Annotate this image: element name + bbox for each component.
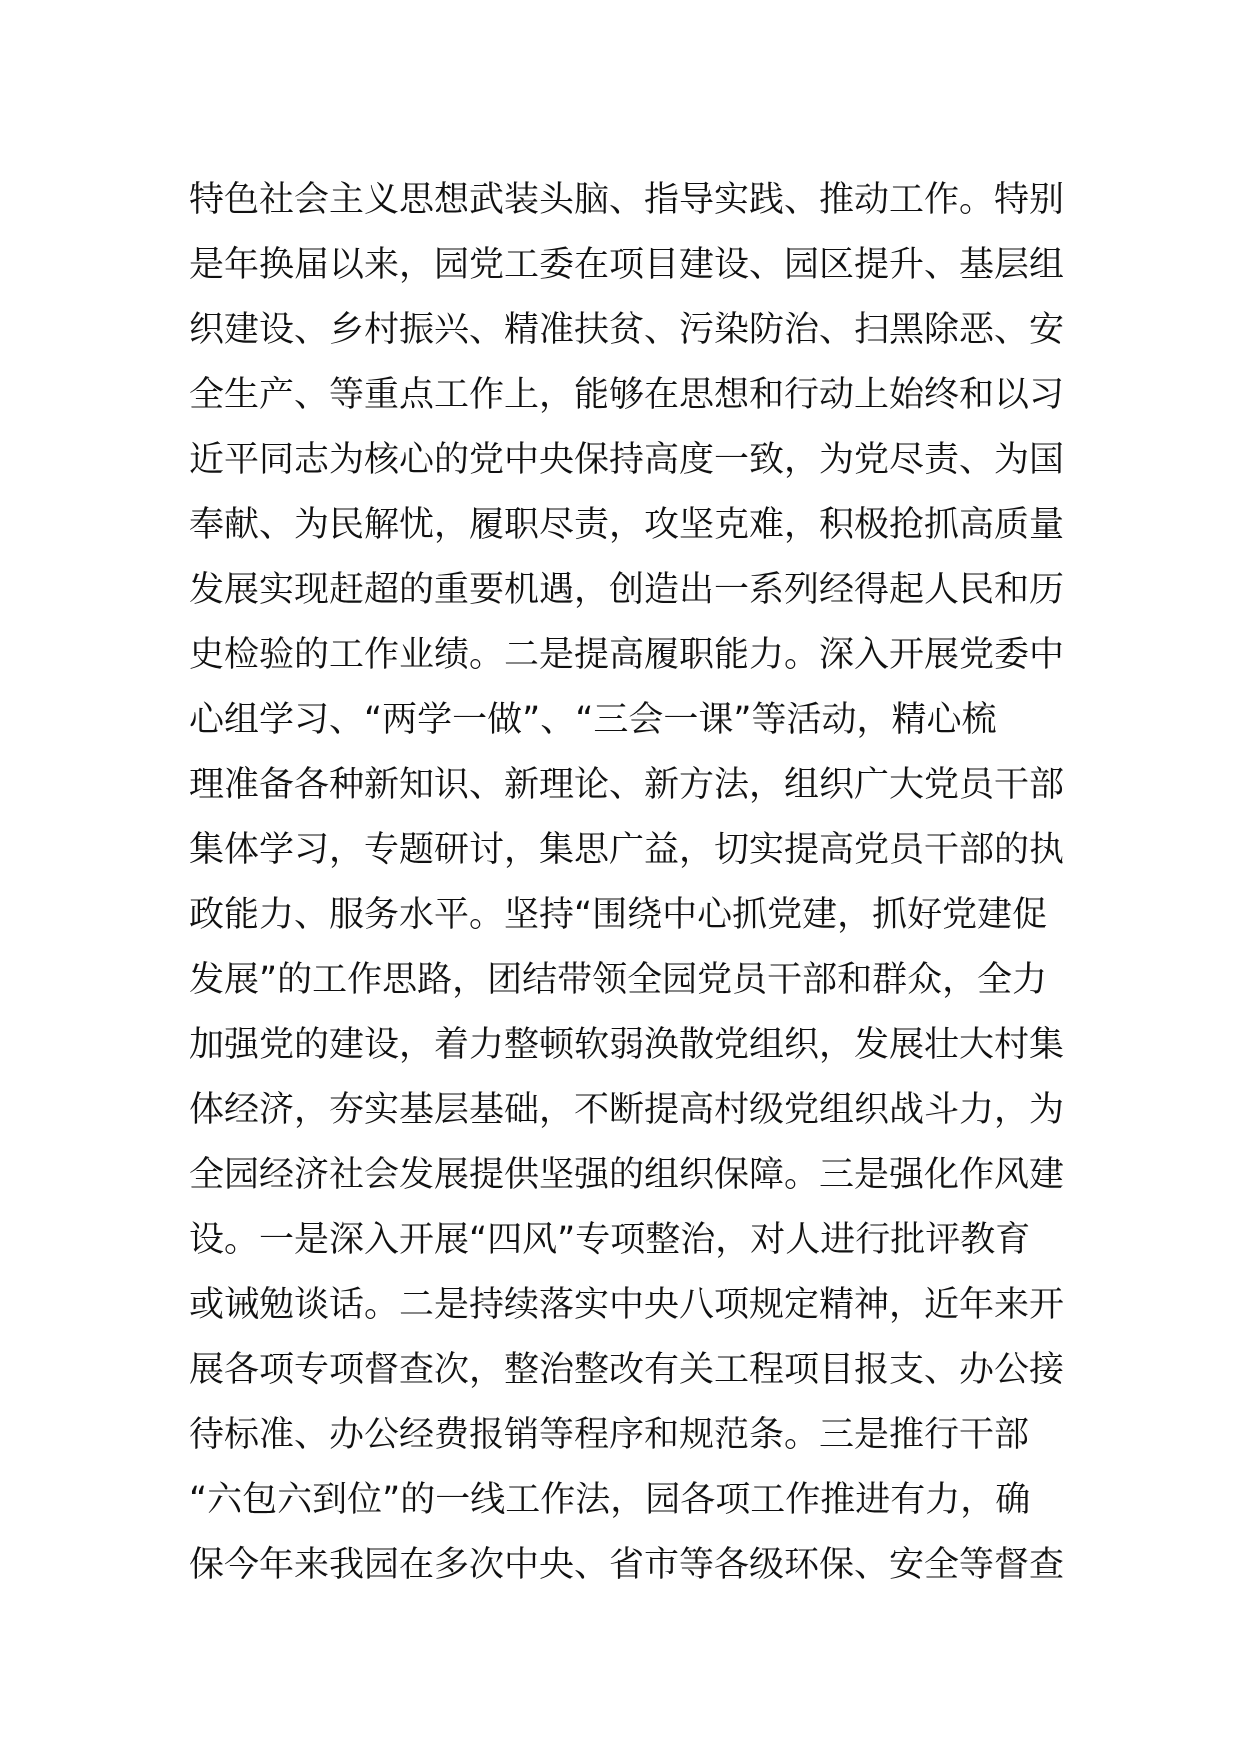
text-line: 奉献、为民解忧，履职尽责，攻坚克难，积极抢抓高质量 [189,505,1065,545]
text-line: 心组学习、“两学一做”、“三会一课”等活动，精心梳 [189,700,997,740]
text-line: 政能力、服务水平。坚持“围绕中心抓党建，抓好党建促 [189,895,1048,935]
text-line: 加强党的建设，着力整顿软弱涣散党组织，发展壮大村集 [189,1025,1065,1065]
text-line: 设。一是深入开展“四风”专项整治，对人进行批评教育 [189,1220,1031,1260]
text-line: 理准备各种新知识、新理论、新方法，组织广大党员干部 [189,765,1065,805]
text-line: 发展”的工作思路，团结带领全园党员干部和群众，全力 [189,960,1048,1000]
text-line: 全生产、等重点工作上，能够在思想和行动上始终和以习 [189,375,1065,415]
text-line: 待标准、办公经费报销等程序和规范条。三是推行干部 [189,1415,1030,1455]
text-line: 或诫勉谈话。二是持续落实中央八项规定精神，近年来开 [189,1285,1065,1325]
text-line: 发展实现赶超的重要机遇，创造出一系列经得起人民和历 [189,570,1065,610]
text-line: 展各项专项督查次，整治整改有关工程项目报支、办公接 [189,1350,1065,1390]
text-line: 体经济，夯实基层基础，不断提高村级党组织战斗力，为 [189,1090,1065,1130]
text-line: “六包六到位”的一线工作法，园各项工作推进有力，确 [189,1480,1031,1520]
text-line: 是年换届以来，园党工委在项目建设、园区提升、基层组 [189,245,1065,285]
text-line: 史检验的工作业绩。二是提高履职能力。深入开展党委中 [189,635,1065,675]
text-line: 保今年来我园在多次中央、省市等各级环保、安全等督查 [189,1545,1065,1585]
text-line: 近平同志为核心的党中央保持高度一致，为党尽责、为国 [189,440,1065,480]
body-text [189,168,1069,1598]
text-line: 织建设、乡村振兴、精准扶贫、污染防治、扫黑除恶、安 [189,310,1065,350]
text-line: 集体学习，专题研讨，集思广益，切实提高党员干部的执 [189,830,1065,870]
text-line: 特色社会主义思想武装头脑、指导实践、推动工作。特别 [189,180,1065,220]
text-line: 全园经济社会发展提供坚强的组织保障。三是强化作风建 [189,1155,1065,1195]
